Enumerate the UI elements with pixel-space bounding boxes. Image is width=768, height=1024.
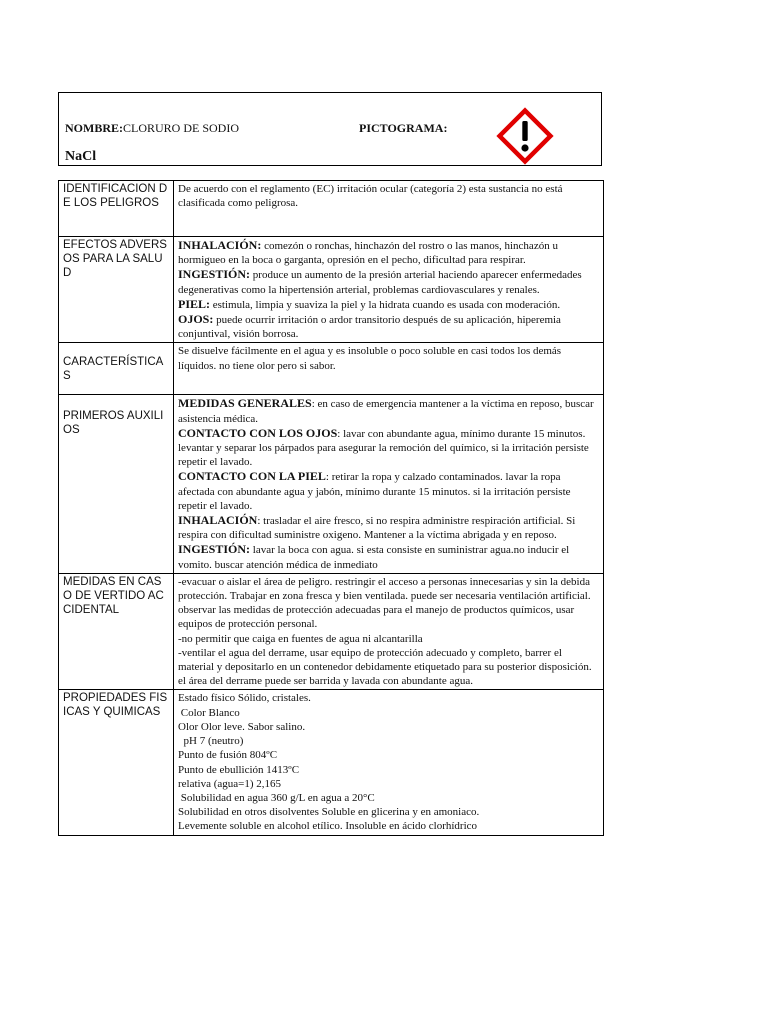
- chemical-name: [65, 121, 239, 136]
- efectos-inhalacion: INHALACIÓN: comezón o ronchas, hinchazón del rostro o las manos, hinchazón u hormigueo en la boca o garganta, opresión en el pecho, dificultad para respirar.: [178, 238, 558, 267]
- primeros-ojos: CONTACTO CON LOS OJOS: lavar con abundante agua, mínimo durante 15 minutos. levantar y separar los párpados para asegurar la remoción del químico, si la irritación persiste repetir el lavado.: [178, 425, 589, 469]
- row-label-propiedades: PROPIEDADES FISICAS Y QUIMICAS: [59, 690, 174, 835]
- propiedad-line: Solubilidad en otros disolventes Soluble en glicerina y en amoniaco.: [178, 806, 480, 819]
- row-label-identificacion: IDENTIFICACION DE LOS PELIGROS: [59, 181, 174, 237]
- primeros-ingestion: INGESTIÓN: lavar la boca con agua. si esta consiste en suministrar agua.no inducir el vomito. buscar atención médica de inmediato: [178, 542, 570, 571]
- propiedad-line: Estado físico Sólido, cristales.: [178, 692, 311, 705]
- efectos-ojos: OJOS: puede ocurrir irritación o ardor transitorio después de su aplicación, hiperemia conjuntival, visión borrosa.: [178, 312, 561, 341]
- propiedad-line: pH 7 (neutro): [178, 735, 244, 748]
- table-row: [59, 573, 604, 690]
- propiedad-line: Solubilidad en agua 360 g/L en agua a 20°C: [178, 791, 375, 804]
- table-row: [59, 181, 604, 237]
- table-row: [59, 343, 604, 395]
- ghs-exclamation-mark-icon: [496, 107, 554, 165]
- table-row: [59, 237, 604, 343]
- name-value: CLORURO DE SODIO: [123, 121, 240, 135]
- propiedad-line: Color Blanco: [178, 706, 240, 719]
- efectos-piel: PIEL: estimula, limpia y suaviza la piel y la hidrata cuando es usada con moderación.: [178, 296, 561, 311]
- row-value-efectos: [174, 237, 604, 343]
- row-value-caracteristicas: Se disuelve fácilmente en el agua y es insoluble o poco soluble en casi todos los demás líquidos. no tiene olor pero si sabor.: [174, 343, 604, 395]
- vertido-line: -evacuar o aislar el área de peligro. restringir el acceso a personas innecesarias y sin la debida protección. Trabajar en zona fresca y bien ventilada. puede ser necesaria ventilación artificial. observar las medidas de protección adecuadas para el manejo de productos químicos, usar equipos de protección personal.: [178, 575, 591, 631]
- vertido-line: -ventilar el agua del derrame, usar equipo de protección adecuado y completo, barrer el material y depositarlo en un contenedor debidamente etiquetado para su posterior disposición. el área del derrame puede ser barrida y lavada con abundante agua.: [178, 646, 592, 688]
- propiedad-line: relativa (agua=1) 2,165: [178, 777, 282, 790]
- propiedad-line: Olor Olor leve. Sabor salino.: [178, 720, 306, 733]
- vertido-line: -no permitir que caiga en fuentes de agua ni alcantarilla: [178, 632, 423, 645]
- primeros-piel: CONTACTO CON LA PIEL: retirar la ropa y calzado contaminados. lavar la ropa afectada con abundante agua y jabón, mínimo durante 15 minutos. si la irritación persiste repetir el lavado.: [178, 469, 571, 512]
- propiedad-line: Punto de ebullición 1413ºC: [178, 763, 300, 776]
- safety-data-table: [58, 180, 604, 836]
- table-row: [59, 690, 604, 835]
- row-value-propiedades: [174, 690, 604, 835]
- primeros-medidas: MEDIDAS GENERALES: en caso de emergencia mantener a la víctima en reposo, buscar asistencia médica.: [178, 396, 594, 425]
- pictogram-label: PICTOGRAMA:: [359, 121, 448, 135]
- propiedad-line: Levemente soluble en alcohol etílico. Insoluble en ácido clorhídrico: [178, 820, 478, 833]
- primeros-inhalacion: INHALACIÓN: trasladar el aire fresco, si no respira administre respiración artificial. Si respira con dificultad suministre oxigeno. Mantener a la víctima abrigada y en reposo.: [178, 513, 576, 542]
- row-label-primeros: PRIMEROS AUXILIOS: [59, 395, 174, 573]
- header-box: [58, 92, 602, 166]
- name-label: NOMBRE:: [65, 121, 123, 135]
- row-value-identificacion: De acuerdo con el reglamento (EC) irritación ocular (categoría 2) esta sustancia no está clasificada como peligrosa.: [174, 181, 604, 237]
- chemical-formula: NaCl: [65, 149, 97, 164]
- propiedad-line: Punto de fusión 804ºC: [178, 749, 278, 762]
- row-value-vertido: [174, 573, 604, 690]
- row-label-efectos: EFECTOS ADVERSOS PARA LA SALUD: [59, 237, 174, 343]
- table-row: [59, 395, 604, 573]
- row-label-caracteristicas: CARACTERÍSTICAS: [59, 343, 174, 395]
- efectos-ingestion: INGESTIÓN: produce un aumento de la presión arterial haciendo aparecer enfermedades degenerativas como la hipertensión arterial, problemas cardiovasculares y renales.: [178, 267, 582, 296]
- row-label-vertido: MEDIDAS EN CASO DE VERTIDO ACCIDENTAL: [59, 573, 174, 690]
- row-value-primeros: [174, 395, 604, 573]
